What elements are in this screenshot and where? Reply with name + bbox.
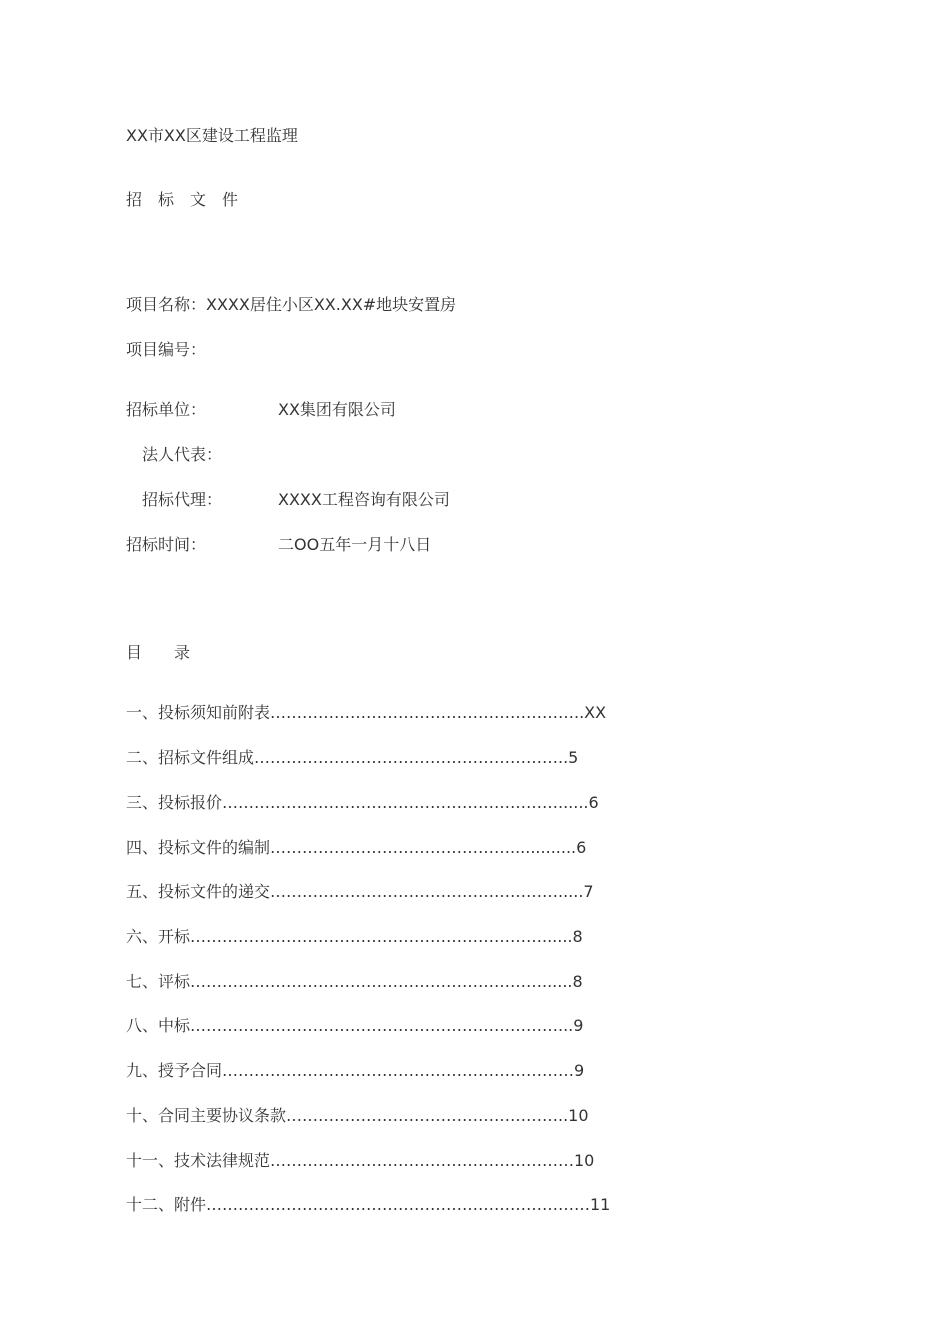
toc-entry: 一、投标须知前附表…………………………………………………..XX: [126, 703, 607, 722]
org-title: XX市XX区建设工程监理: [126, 126, 298, 145]
toc-entry: 十一、技术法律规范…………………………………………………10: [126, 1151, 595, 1170]
toc-entry: 三、投标报价………………………………………………………......6: [126, 793, 599, 812]
tender-time: 招标时间： 二OO五年一月十八日: [126, 535, 432, 554]
toc-entry: 二、招标文件组成…………………………………………………..5: [126, 748, 579, 767]
toc-entry: 七、评标…………………………………………………………......8: [126, 972, 583, 991]
project-number: 项目编号：: [126, 340, 207, 359]
tender-agent: 招标代理： XXXX工程咨询有限公司: [126, 490, 450, 509]
toc-entry: 九、授予合同…………………………………………………………9: [126, 1061, 585, 1080]
toc-entry: 十、合同主要协议条款……………………………………………..10: [126, 1106, 589, 1125]
toc-entry: 八、中标……………………………………………………………...9: [126, 1016, 584, 1035]
toc-entry: 十二、附件………………………………………………………………11: [126, 1195, 611, 1214]
tender-unit: 招标单位： XX集团有限公司: [126, 400, 396, 419]
toc-entry: 五、投标文件的递交……………………………………………….....7: [126, 882, 594, 901]
doc-title: 招 标 文 件: [126, 190, 239, 209]
toc-entry: 六、开标…………………………………………………………......8: [126, 927, 583, 946]
project-name: 项目名称：XXXX居住小区XX.XX#地块安置房: [126, 295, 457, 314]
toc-entry: 四、投标文件的编制……………………………………….............6: [126, 838, 587, 857]
legal-representative: 法人代表：: [126, 445, 223, 464]
toc-heading: 目 录: [126, 643, 191, 662]
